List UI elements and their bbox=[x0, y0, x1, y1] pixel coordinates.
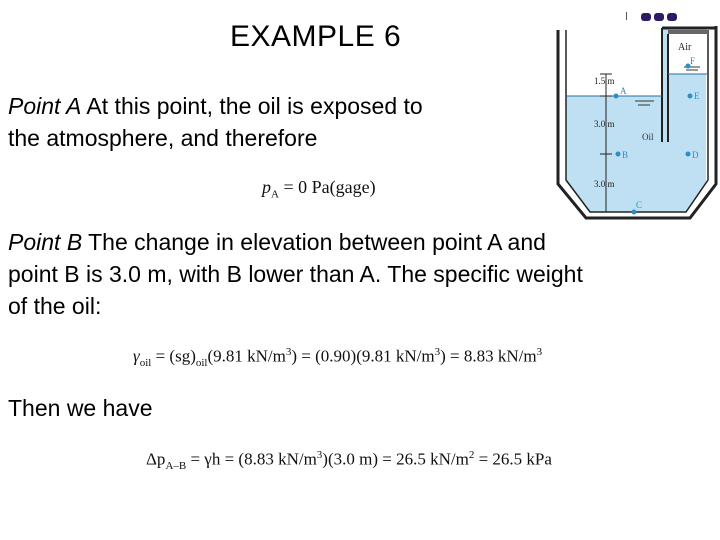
decorative-bar bbox=[626, 12, 627, 20]
page-title: EXAMPLE 6 bbox=[230, 20, 402, 53]
point-b-paragraph bbox=[8, 226, 583, 322]
equation-specific-weight: $\gamma_{oil} = (sg)_{oil}(9.81$ $kN/m^3) = (0.90)(9.81$ $kN/m^3) = 8.83$ $kN/m^3$ bbox=[133, 346, 543, 370]
point-a-text-2: the atmosphere, and therefore bbox=[8, 125, 318, 151]
then-text: Then we have bbox=[8, 395, 153, 421]
eq2-gamma-sub: oil bbox=[139, 357, 152, 370]
point-b-text-3: of the oil: bbox=[8, 293, 102, 319]
eq2-sup1: 3 bbox=[285, 346, 292, 358]
eq2-part3: ) = (0.90)(9.81 kN/m bbox=[291, 346, 435, 366]
eq2-part1: = (sg) bbox=[151, 346, 196, 366]
point-d-fig-label: D bbox=[692, 150, 699, 160]
point-b-text-1: The change in elevation between point A and bbox=[82, 229, 546, 255]
eq3-sup2: 2 bbox=[468, 449, 475, 461]
dim-label-1: 1.5 m bbox=[594, 76, 615, 86]
dim-label-3: 3.0 m bbox=[594, 179, 615, 189]
equation-pressure-difference bbox=[146, 449, 552, 472]
tank-figure bbox=[550, 22, 720, 222]
equation-pressure-a bbox=[262, 177, 376, 201]
point-e-marker bbox=[688, 94, 693, 99]
eq3-part1: = γh = (8.83 kN/m bbox=[186, 449, 317, 469]
point-f-fig-label: F bbox=[690, 56, 696, 66]
eq3-part2: )(3.0 m) = 26.5 kN/m bbox=[322, 449, 469, 469]
point-a-label: Point A bbox=[8, 93, 82, 119]
eq3-sub: A–B bbox=[165, 460, 187, 473]
eq1-sub: A bbox=[271, 188, 279, 201]
point-c-fig-label: C bbox=[636, 200, 643, 210]
point-e-fig-label: E bbox=[694, 91, 700, 101]
point-b-text-2: point B is 3.0 m, with B lower than A. The specific weight bbox=[8, 261, 583, 287]
point-d-marker bbox=[686, 152, 691, 157]
point-b-marker bbox=[616, 152, 621, 157]
point-b-fig-label: B bbox=[622, 150, 629, 160]
eq2-sup2: 3 bbox=[434, 346, 441, 358]
eq3-sup1: 3 bbox=[316, 449, 323, 461]
oil-label: Oil bbox=[642, 132, 654, 142]
air-label: Air bbox=[678, 42, 692, 53]
dim-label-2: 3.0 m bbox=[594, 119, 615, 129]
eq2-part1-sub: oil bbox=[195, 357, 208, 370]
eq3-part3: = 26.5 kPa bbox=[474, 449, 552, 469]
eq2-part2: (9.81 kN/m bbox=[207, 346, 286, 366]
point-c-marker bbox=[632, 210, 637, 215]
decorative-dots bbox=[641, 9, 679, 21]
eq1-lhs: p bbox=[262, 177, 271, 197]
tube-cap bbox=[668, 30, 708, 34]
point-a-text-1: At this point, the oil is exposed to bbox=[81, 93, 423, 119]
eq1-rhs: = 0 Pa(gage) bbox=[278, 177, 376, 197]
point-a-paragraph bbox=[8, 90, 423, 154]
eq2-sup3: 3 bbox=[536, 346, 543, 358]
eq2-part4: ) = 8.83 kN/m bbox=[440, 346, 537, 366]
point-a-marker bbox=[614, 94, 619, 99]
eq3-delta: Δp bbox=[146, 449, 166, 469]
point-b-label: Point B bbox=[8, 229, 83, 255]
point-a-fig-label: A bbox=[620, 86, 627, 96]
